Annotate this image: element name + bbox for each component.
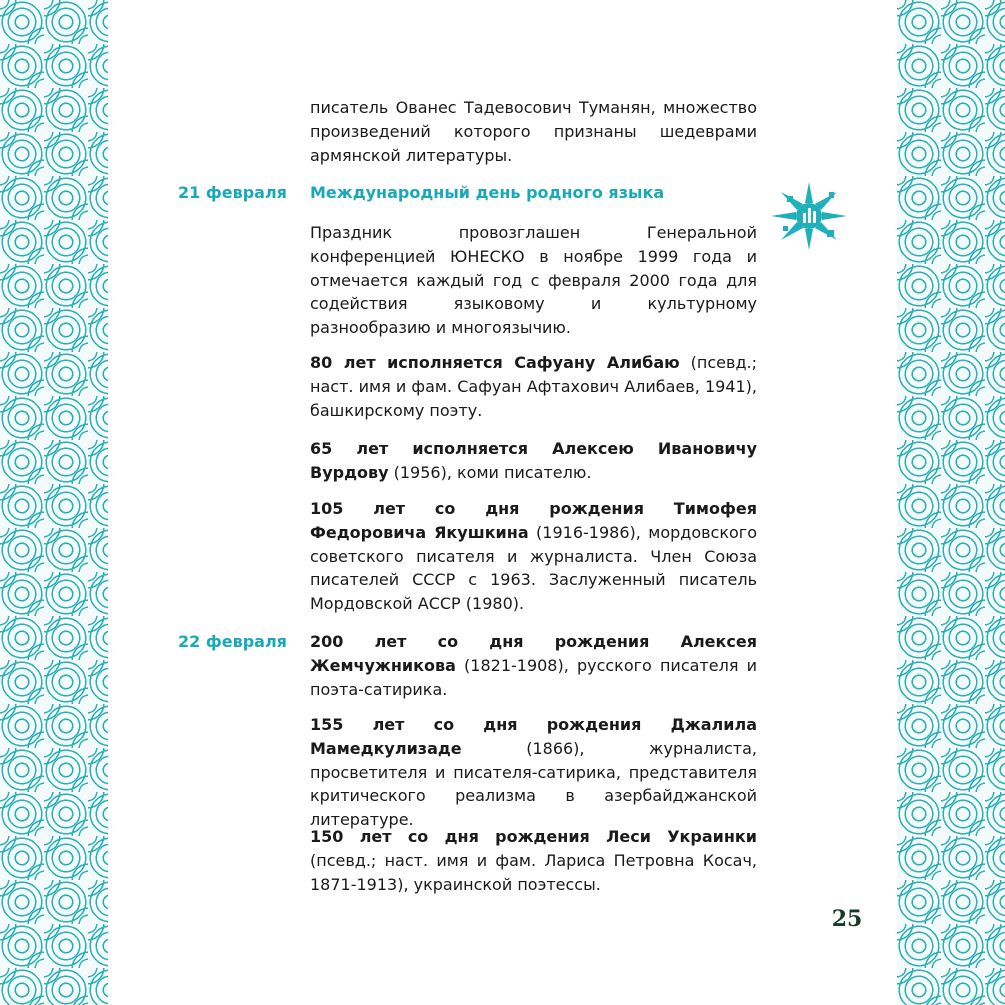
entry-title: 80 лет исполняется Сафуану Алибаю bbox=[310, 353, 680, 372]
decorative-border-left bbox=[0, 0, 108, 1005]
entry-mamedkulizade bbox=[310, 713, 757, 832]
entry-alibay bbox=[310, 351, 757, 422]
entry-details: (1866), журналиста, просветителя и писателя-сатирика, представителя критического реализма в азербайджанской литературе. bbox=[310, 738, 757, 830]
entry-yakushkin bbox=[310, 497, 757, 616]
holiday-description: Праздник провозглашен Генеральной конференцией ЮНЕСКО в ноябре 1999 года и отмечается каждый год с февраля 2000 года для содействия языковому и культурному разнообразию и многоязычию. bbox=[310, 223, 757, 338]
entry-details: (псевд.; наст. имя и фам. Сафуан Афтахович Алибаев, 1941), башкирскому поэту. bbox=[310, 353, 757, 420]
section-heading: Международный день родного языка bbox=[310, 183, 665, 202]
entry-details: (1956), коми писателю. bbox=[388, 462, 592, 482]
entry-vurdov bbox=[310, 437, 757, 485]
entry-zhemchuzhnikov bbox=[310, 630, 757, 701]
date-label-feb-21: 21 февраля bbox=[178, 183, 287, 202]
entry-title: 150 лет со дня рождения Леси Украинки bbox=[310, 827, 757, 846]
intro-paragraph: писатель Ованес Тадевосович Туманян, множество произведений которого признаны шедеврами армянской литературы. bbox=[310, 98, 757, 165]
entry-ukrainka bbox=[310, 825, 757, 896]
entry-title: 155 лет со дня рождения Джалила Мамедкулизаде bbox=[310, 715, 757, 758]
page-number: 25 bbox=[831, 906, 863, 932]
entry-details: (псевд.; наст. имя и фам. Лариса Петровна Косач, 1871-1913), украинской поэтессы. bbox=[310, 850, 757, 894]
entry-title: 65 лет исполняется Алексею Ивановичу Вурдову bbox=[310, 439, 757, 482]
date-label-feb-22: 22 февраля bbox=[178, 632, 287, 651]
entry-title: 105 лет со дня рождения Тимофея Федоровича Якушкина bbox=[310, 499, 757, 542]
entry-title: 200 лет со дня рождения Алексея Жемчужникова bbox=[310, 632, 757, 675]
starburst-emblem-icon bbox=[770, 180, 848, 252]
entry-details: (1821-1908), русского писателя и поэта-сатирика. bbox=[310, 655, 757, 699]
decorative-border-right bbox=[897, 0, 1005, 1005]
entry-details: (1916-1986), мордовского советского писателя и журналиста. Член Союза писателей СССР с 1963. Заслуженный писатель Мордовской АССР (1980). bbox=[310, 522, 757, 614]
